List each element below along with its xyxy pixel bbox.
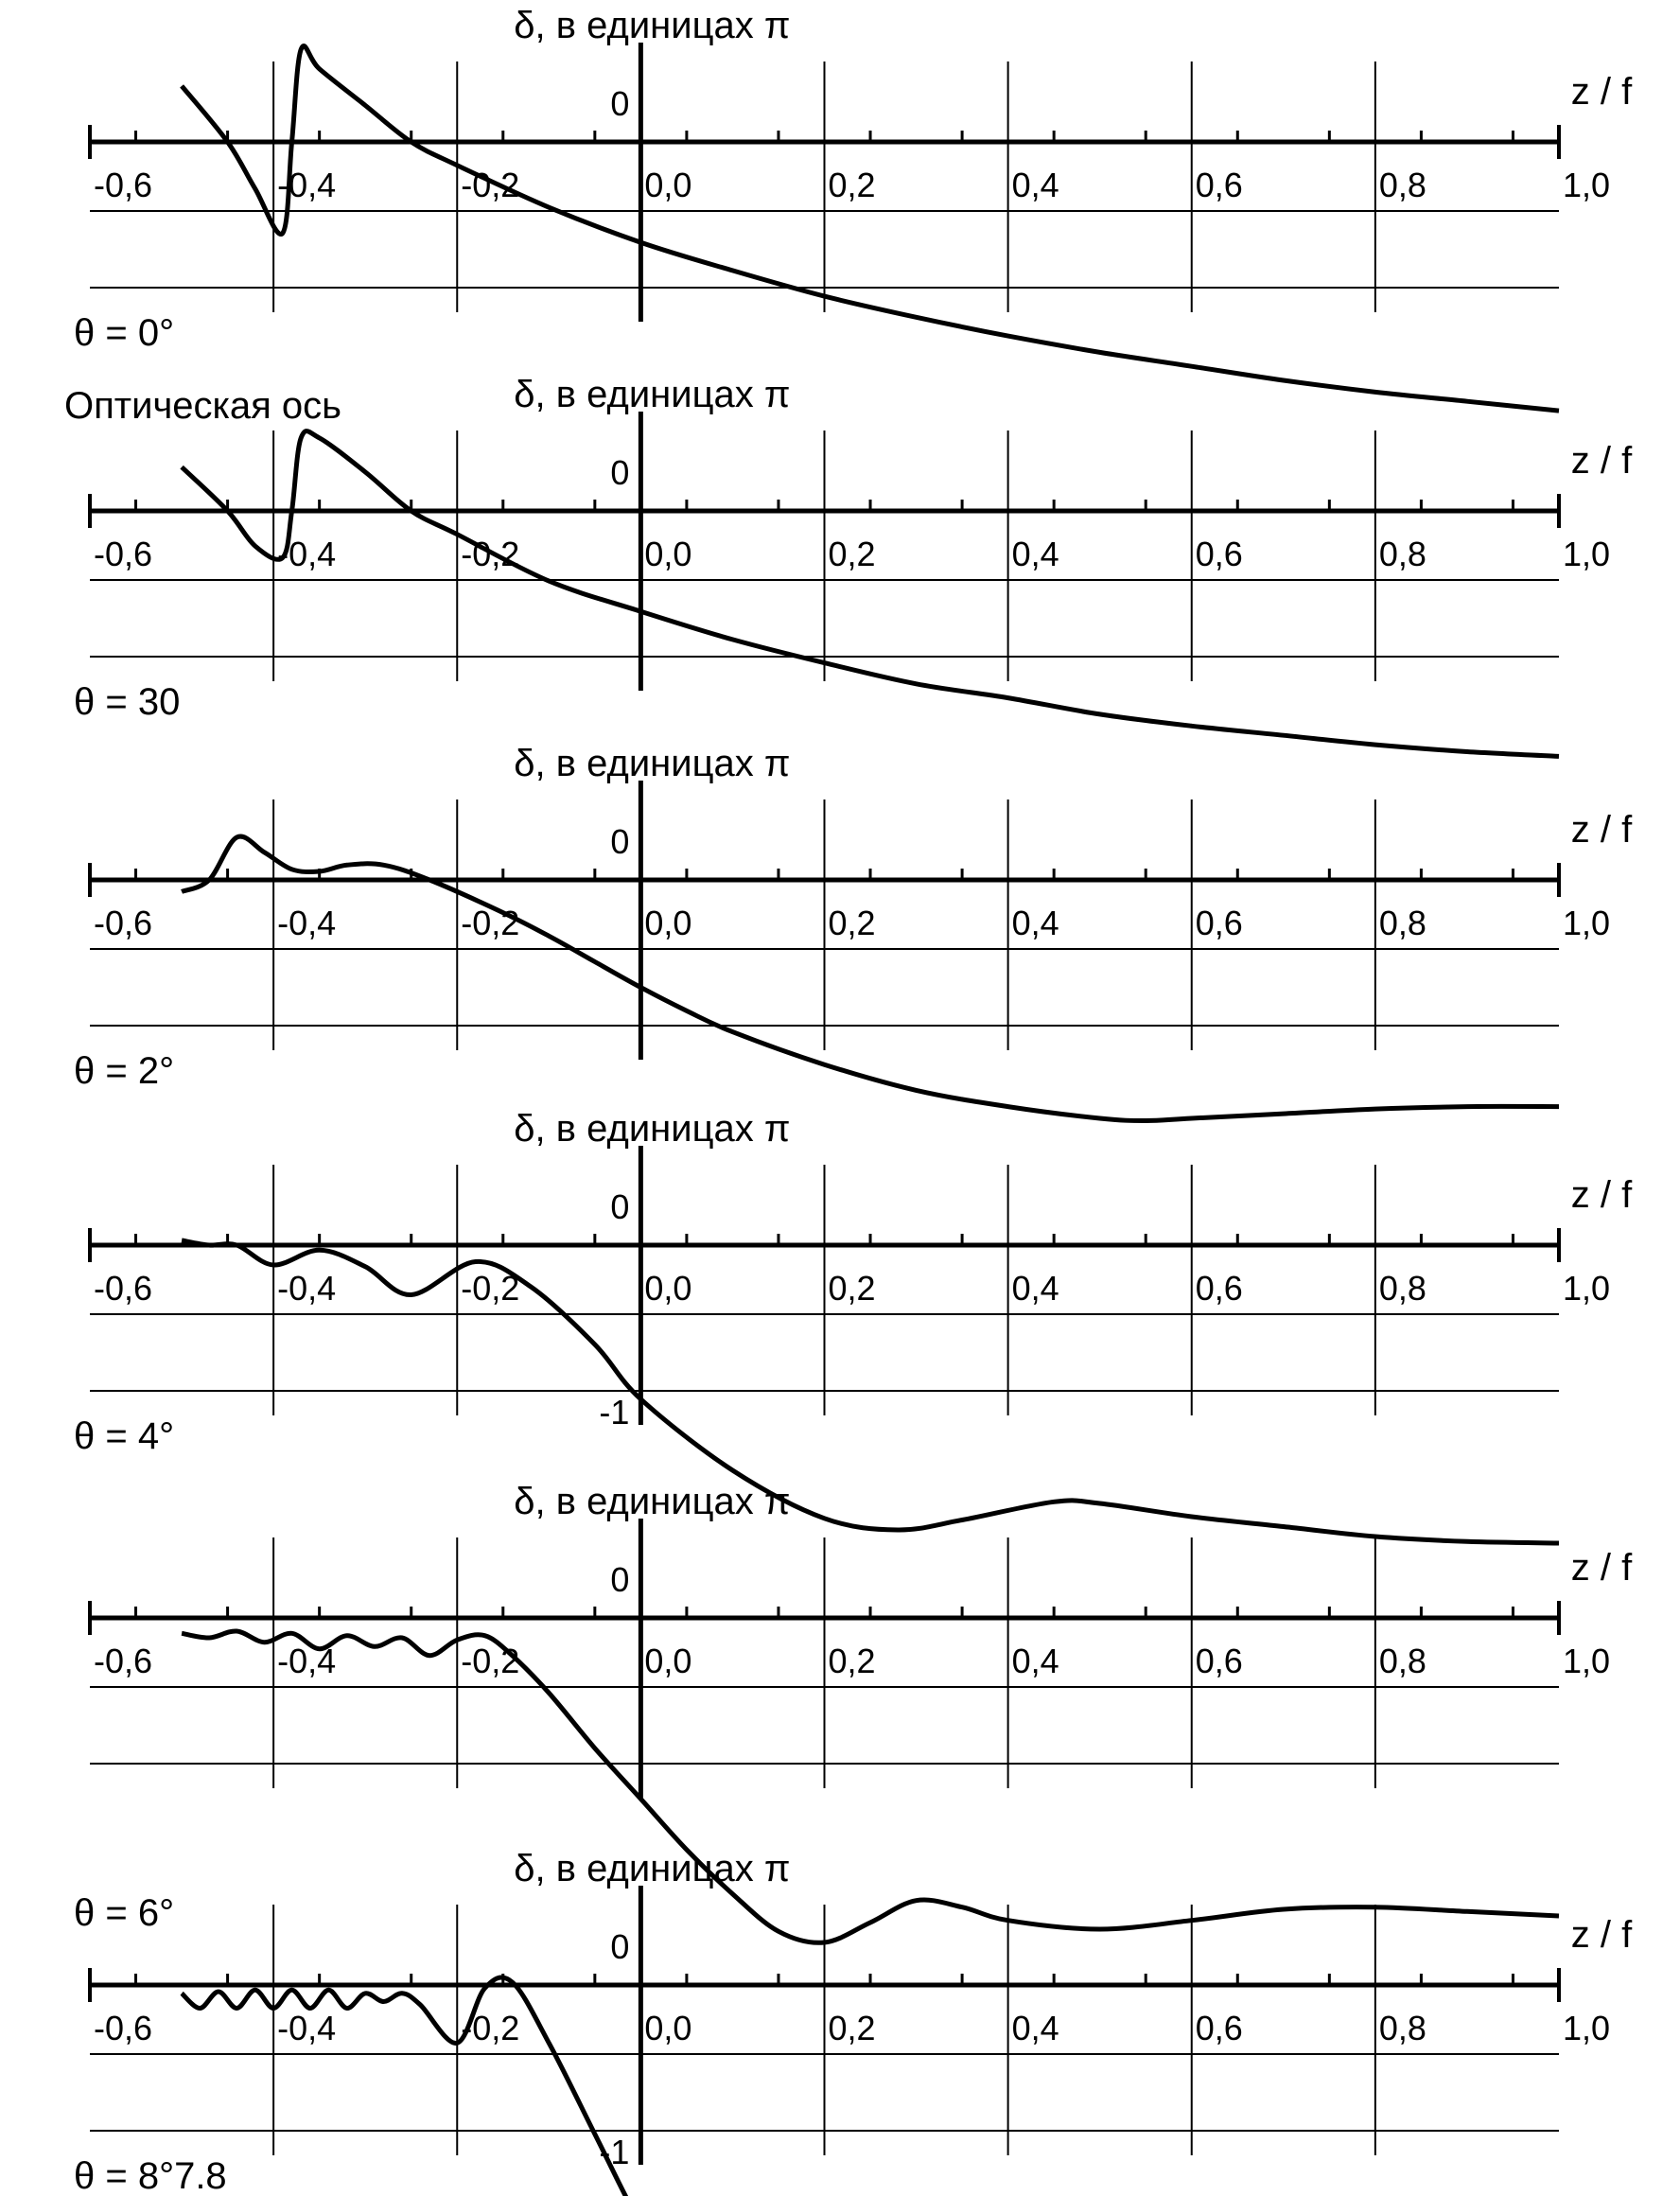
x-tick-label: 0,6 <box>1195 1642 1243 1680</box>
x-tick-label: 0,4 <box>1011 166 1059 204</box>
x-tick-label: 0,8 <box>1378 2009 1426 2047</box>
x-tick-label: 0,8 <box>1378 904 1426 942</box>
chart-panel-3 <box>74 743 1633 1121</box>
x-tick-label: -0,2 <box>461 166 520 204</box>
y-tick-label: 0 <box>610 1187 630 1226</box>
x-tick-label: 0,0 <box>644 1269 692 1308</box>
x-tick-label: 0,6 <box>1195 535 1243 573</box>
x-tick-label: -0,4 <box>277 535 337 573</box>
x-axis-label: z / f <box>1570 440 1633 482</box>
x-tick-label: 1,0 <box>1563 1642 1611 1680</box>
x-tick-label: 1,0 <box>1563 166 1611 204</box>
x-tick-label: 0,2 <box>828 1642 876 1680</box>
x-tick-label: 0,0 <box>644 2009 692 2047</box>
x-tick-label: -0,4 <box>277 166 337 204</box>
x-tick-label: 0,6 <box>1195 166 1243 204</box>
x-tick-label: 0,6 <box>1195 1269 1243 1308</box>
y-tick-label: -1 <box>599 2133 630 2171</box>
x-tick-label: -0,2 <box>461 1642 520 1680</box>
x-tick-label: 0,2 <box>828 1269 876 1308</box>
x-tick-label: 0,8 <box>1378 166 1426 204</box>
chart-panel-5 <box>74 1481 1633 1942</box>
chart-title: δ, в единицах π <box>514 5 791 46</box>
x-tick-label: 0,4 <box>1011 2009 1059 2047</box>
chart-panel-4 <box>74 1108 1633 1543</box>
chart-panel-1 <box>74 5 1633 411</box>
x-tick-label: -0,2 <box>461 904 520 942</box>
delta-curve <box>182 46 1559 412</box>
x-axis-label: z / f <box>1570 1914 1633 1956</box>
chart-title: δ, в единицах π <box>514 1108 791 1150</box>
x-tick-label: 0,6 <box>1195 904 1243 942</box>
theta-label: θ = 0° <box>74 312 175 354</box>
x-tick-label: -0,2 <box>461 2009 520 2047</box>
x-tick-label: 0,0 <box>644 166 692 204</box>
x-tick-label: 0,2 <box>828 166 876 204</box>
x-tick-label: -0,6 <box>94 1642 153 1680</box>
x-axis-label: z / f <box>1570 1174 1633 1216</box>
delta-curve <box>182 431 1559 757</box>
x-axis-label: z / f <box>1570 1547 1633 1589</box>
x-tick-label: 0,8 <box>1378 535 1426 573</box>
x-tick-label: -0,6 <box>94 535 153 573</box>
chart-panel-2 <box>74 374 1633 756</box>
x-tick-label: 0,2 <box>828 2009 876 2047</box>
y-tick-label: 0 <box>610 1560 630 1599</box>
x-tick-label: 0,4 <box>1011 535 1059 573</box>
optical-axis-label: Оптическая ось <box>64 385 342 427</box>
x-tick-label: -0,4 <box>277 1269 337 1308</box>
x-tick-label: 0,6 <box>1195 2009 1243 2047</box>
x-tick-label: 0,2 <box>828 535 876 573</box>
x-tick-label: 0,8 <box>1378 1642 1426 1680</box>
y-tick-label: 0 <box>610 1927 630 1966</box>
x-axis-label: z / f <box>1570 809 1633 851</box>
x-tick-label: -0,6 <box>94 166 153 204</box>
x-tick-label: -0,2 <box>461 1269 520 1308</box>
x-tick-label: -0,6 <box>94 1269 153 1308</box>
x-tick-label: 1,0 <box>1563 904 1611 942</box>
theta-label: θ = 8°7.8 <box>74 2155 227 2196</box>
x-tick-label: 1,0 <box>1563 1269 1611 1308</box>
x-tick-label: 0,4 <box>1011 904 1059 942</box>
chart-title: δ, в единицах π <box>514 743 791 784</box>
theta-label: θ = 6° <box>74 1892 175 1934</box>
theta-label: θ = 4° <box>74 1415 175 1457</box>
panels <box>74 5 1633 2196</box>
x-tick-label: -0,4 <box>277 1642 337 1680</box>
y-tick-label: 0 <box>610 84 630 123</box>
x-tick-label: 0,8 <box>1378 1269 1426 1308</box>
x-tick-label: 0,2 <box>828 904 876 942</box>
theta-label: θ = 2° <box>74 1050 175 1092</box>
x-tick-label: 0,4 <box>1011 1269 1059 1308</box>
x-tick-label: 0,0 <box>644 904 692 942</box>
theta-label: θ = 30 <box>74 681 181 723</box>
x-axis-label: z / f <box>1570 71 1633 113</box>
x-tick-label: -0,2 <box>461 535 520 573</box>
x-tick-label: 0,4 <box>1011 1642 1059 1680</box>
y-tick-label: 0 <box>610 453 630 492</box>
x-tick-label: 0,0 <box>644 1642 692 1680</box>
x-tick-label: 1,0 <box>1563 535 1611 573</box>
x-tick-label: -0,4 <box>277 904 337 942</box>
x-tick-label: -0,4 <box>277 2009 337 2047</box>
x-tick-label: -0,6 <box>94 2009 153 2047</box>
chart-title: δ, в единицах π <box>514 1481 791 1522</box>
x-tick-label: -0,6 <box>94 904 153 942</box>
y-tick-label: -1 <box>599 1393 630 1432</box>
x-tick-label: 1,0 <box>1563 2009 1611 2047</box>
chart-panel-6 <box>74 1848 1633 2196</box>
chart-title: δ, в единицах π <box>514 1848 791 1889</box>
chart-title: δ, в единицах π <box>514 374 791 415</box>
x-tick-label: 0,0 <box>644 535 692 573</box>
y-tick-label: 0 <box>610 822 630 861</box>
